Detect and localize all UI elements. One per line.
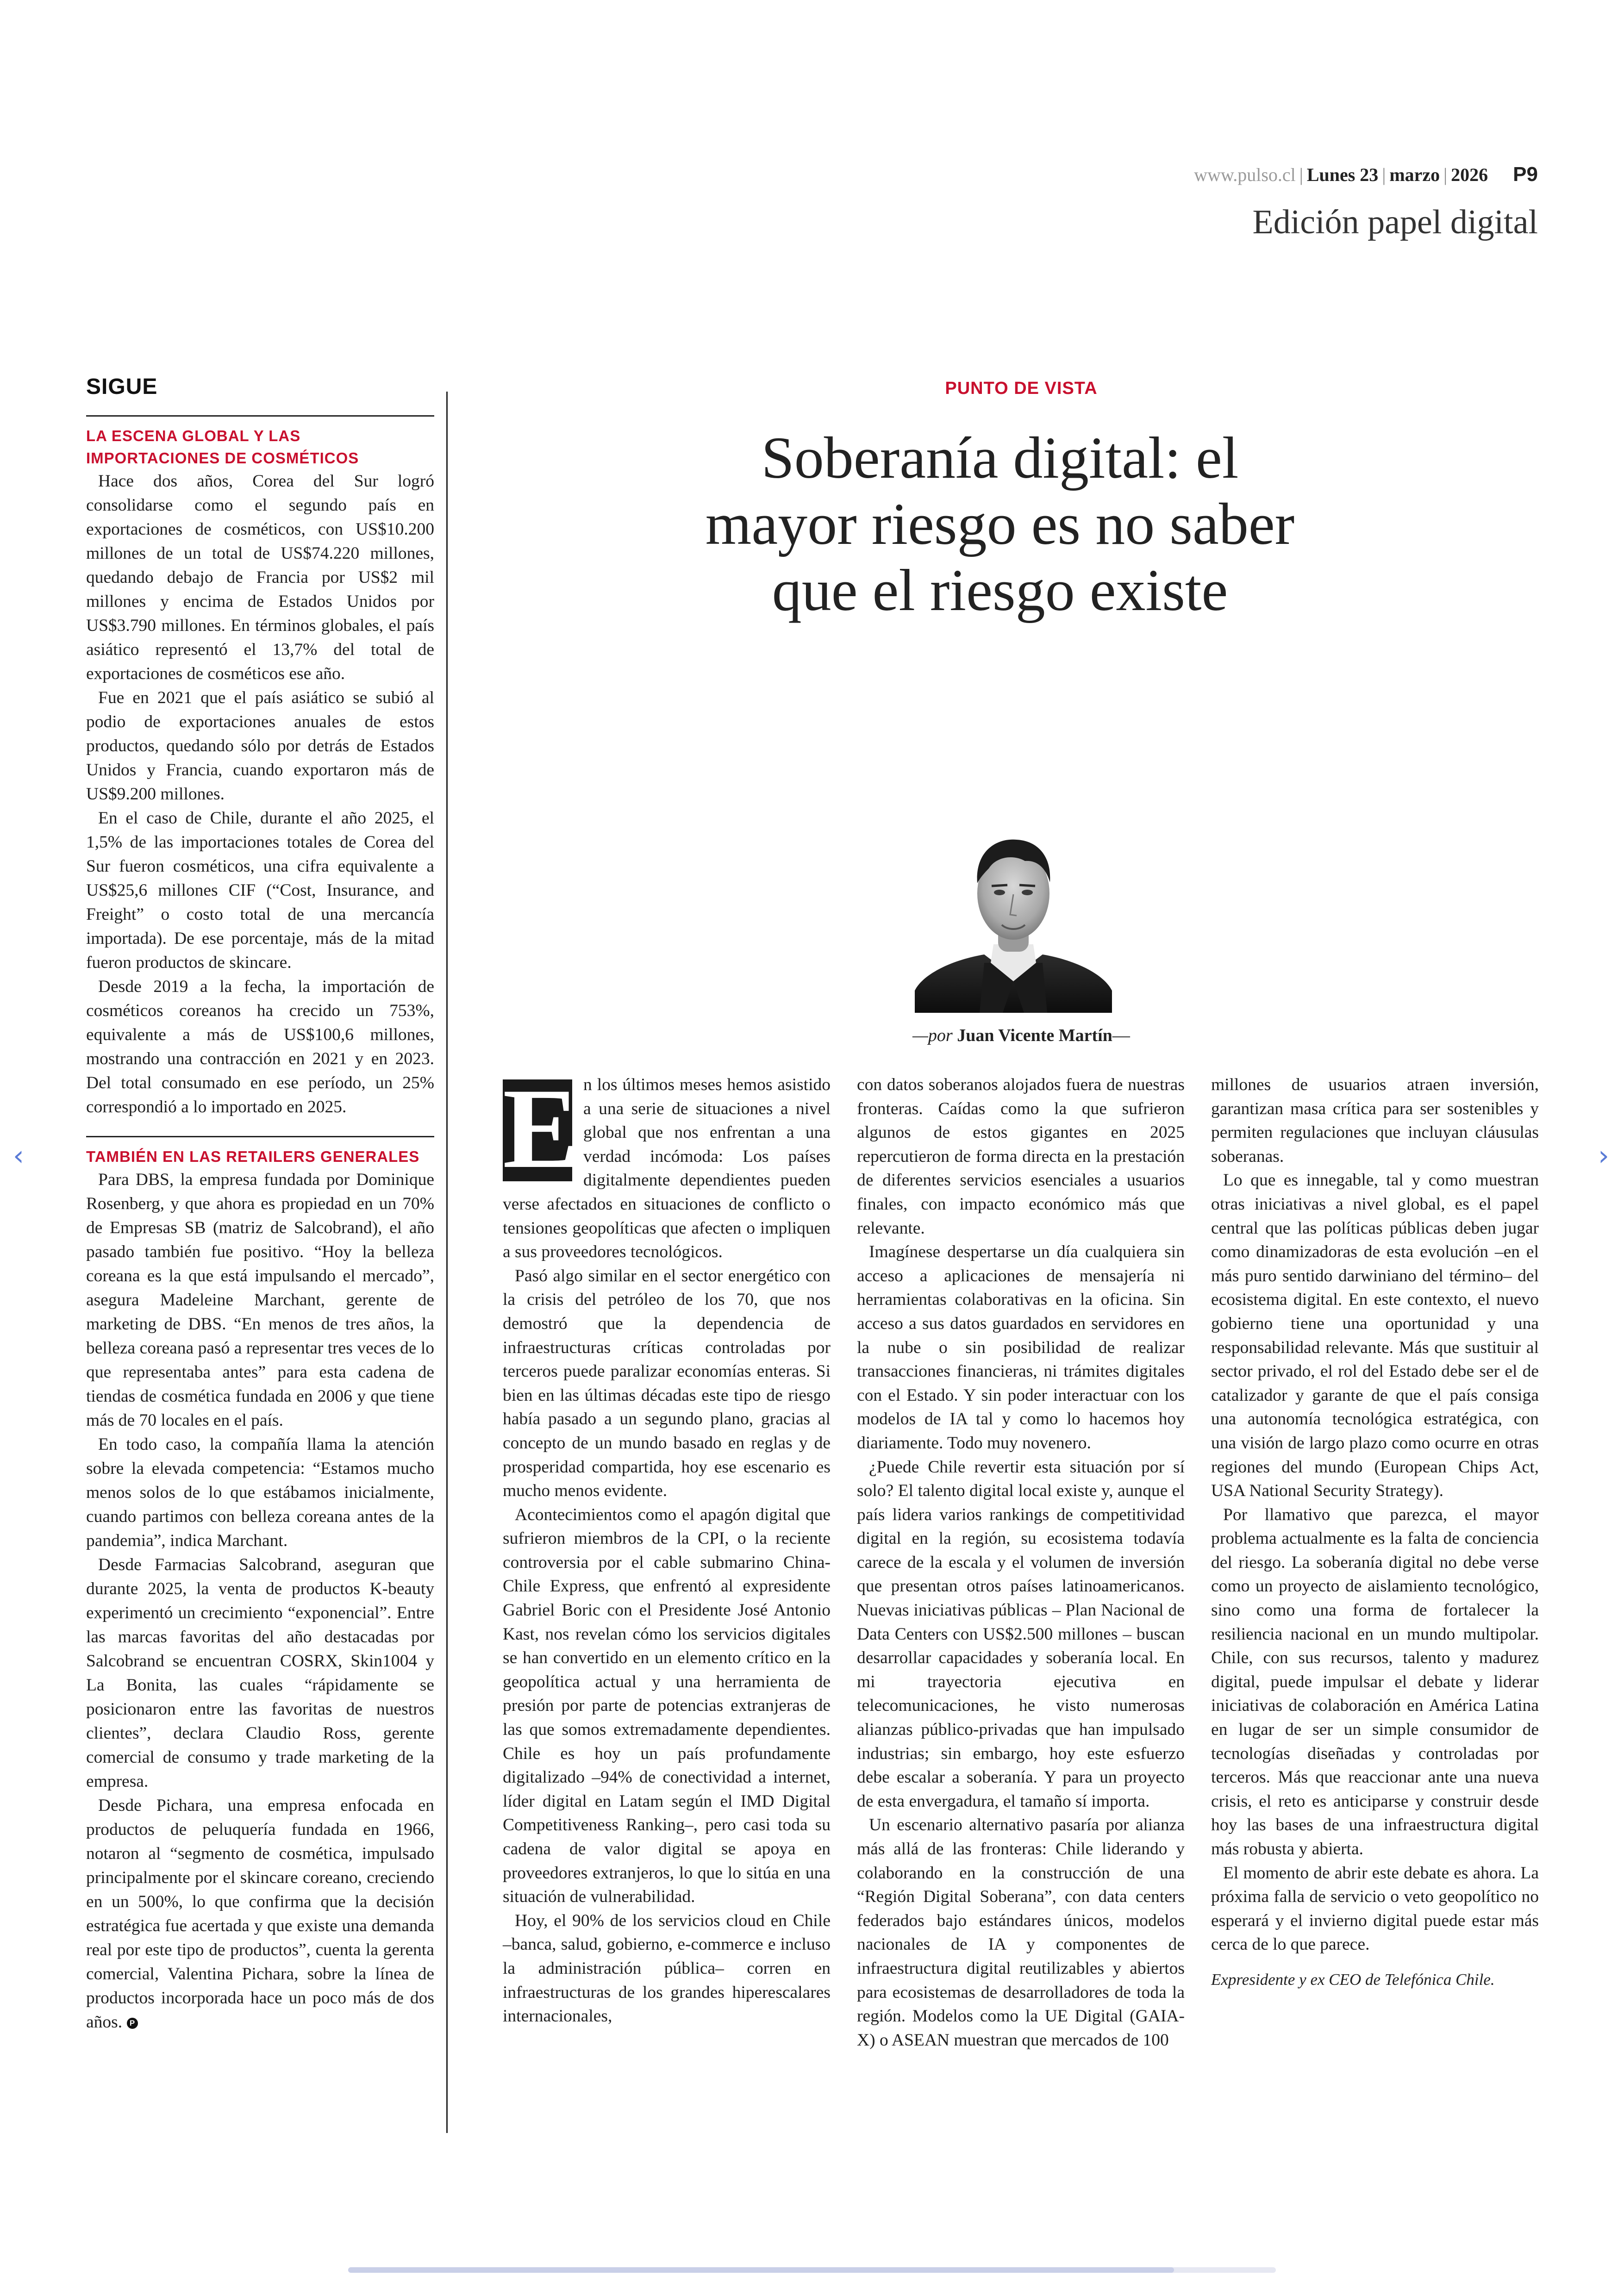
article-paragraph: Hoy, el 90% de los servicios cloud en Chile –banca, salud, gobierno, e-commerce e incluso la administración pública– corren en infraestructuras de los grandes hiperescalares internacionales, [503,1911,831,2026]
article-paragraph: Un escenario alternativo pasaría por alianza más allá de las fronteras: Chile liderando y colaborando en la construcción de una “Región Digital Soberana”, con data centers federados bajo estándares únicos, modelos nacionales de IA y componentes de infraestructura digital reutilizables y abiertos para ecosistemas de desarrolladores de toda la región. Modelos como la UE Digital (GAIA-X) o ASEAN muestran que mercados de 100 [857,1815,1185,2050]
date-day: Lunes 23 [1306,164,1379,185]
page-scrollbar-thumb[interactable] [348,2267,1174,2273]
article-paragraph: ¿Puede Chile revertir esta situación por sí solo? El talento digital local existe y, aunque el país lidera varios rankings de competitividad digital en la región, su ecosistema todavía carece de la escala y el volumen de inversión que presentan otros países latinoamericanos. Nuevas iniciativas públicas – Plan Nacional de Data Centers con US$2.500 millones – buscan desarrollar capacidades y soberanía local. En mi trayectoria ejecutiva en telecomunicaciones, he visto numerosas alianzas público-privadas que han impulsado industrias; sin embargo, hoy este esfuerzo debe escalar a soberanía. Y para un proyecto de esta envergadura, el tamaño sí importa. [857,1457,1185,1811]
article-column-2 [857,1073,1185,2052]
article-paragraph: Acontecimientos como el apagón digital que sufrieron miembros de la CPI, o la reciente controversia por el cable submarino China-Chile Express, que enfrentó al expresidente Gabriel Boric con el Presidente José Antonio Kast, nos revelan cómo los servicios digitales se han convertido en un elemento crítico en la geopolítica actual y una herramienta de presión por parte de potencias extranjeras de las que somos extremadamente dependientes. Chile es hoy un país profundamente digitalizado –94% de conectividad a internet, líder digital en Latam según el IMD Digital Competitiveness Ranking–, pero casi toda su cadena de valor digital se apoya en proveedores extranjeros, lo que lo sitúa en una situación de vulnerabilidad. [503,1505,831,1907]
article-kicker: PUNTO DE VISTA [945,379,1098,398]
date-year: 2026 [1451,164,1488,185]
author-name: Juan Vicente Martín [957,1026,1112,1045]
column-divider [446,392,448,2133]
chevron-right-icon: › [1598,1140,1609,1172]
article-headline: Soberanía digital: el mayor riesgo es no saber que el riesgo existe [705,425,1295,623]
sidebar-paragraph-last [86,1794,434,2034]
sidebar-heading: LA ESCENA GLOBAL Y LAS IMPORTACIONES DE COSMÉTICOS [86,427,359,467]
sidebar-column [86,374,434,2051]
sidebar-paragraph: En el caso de Chile, durante el año 2025, el 1,5% de las importaciones totales de Corea del Sur fueron cosméticos, una cifra equivalente a US$25,6 millones CIF (“Cost, Insurance, and Freight” o costo total de una mercancía importada). De ese porcentaje, más de la mitad fueron productos de skincare. [86,809,434,972]
author-portrait [915,824,1112,1013]
sidebar-paragraph-text: Desde Pichara, una empresa enfocada en productos de peluquería fundada en 1966, notaron al “segmento de cosmética, impulsado principalmente por el skincare coreano, creciendo en un 500%, lo que confirma que la decisión estratégica fue acertada y que existe una demanda real por este tipo de productos”, cuenta la gerenta comercial, Valentina Pichara, sobre la línea de productos incorporada hace un poco más de dos años. [86,1796,434,2032]
byline-prefix: —por [912,1026,953,1045]
article-paragraph: millones de usuarios atraen inversión, garantizan masa crítica para ser sostenibles y permiten regulaciones que incluyan cláusulas soberanas. [1211,1075,1539,1166]
article-paragraph: Lo que es innegable, tal y como muestran otras iniciativas a nivel global, es el papel central que las políticas públicas deben jugar como dinamizadoras de esta evolución –en el más puro sentido darwiniano del término– del ecosistema digital. En este contexto, el nuevo gobierno tiene una oportunidad y una responsabilidad relevante. Más que sustituir al sector privado, el rol del Estado debe ser el de catalizador y garante de que el país consiga una autonomía tecnológica estratégica, con una visión de largo plazo como ocurre en otras regiones del mundo (European Chips Act, USA National Security Strategy). [1211,1171,1539,1501]
divider: | [1443,164,1448,185]
sidebar-paragraph: Desde 2019 a la fecha, la importación de cosméticos coreanos ha crecido un 753%, equivalente a más de US$100,6 millones, mostrando una contracción en 2021 y en 2023. Del total consumado en ese período, un 25% correspondió a lo importado en 2025. [86,977,434,1116]
next-page-button[interactable] [1590,1135,1618,1177]
previous-page-button[interactable] [5,1135,32,1177]
article-paragraph: Por llamativo que parezca, el mayor problema actualmente es la falta de conciencia del riesgo. La soberanía digital no debe verse como un proyecto de aislamiento tecnológico, sino como una forma de fortalecer la resiliencia nacional en un mundo multipolar. Chile, con sus recursos, talento y madurez digital, puede impulsar el debate y liderar iniciativas de colaboración en América Latina en lugar de ser un simple consumidor de tecnologías diseñadas y controladas por terceros. Más que reaccionar ante una nueva crisis, el reto es anticiparse y construir desde hoy las bases de una infraestructura digital más robusta y abierta. [1211,1505,1539,1858]
article-paragraph: Pasó algo similar en el sector energético con la crisis del petróleo de los 70, que nos demostró que la dependencia de infraestructuras críticas controladas por terceros puede paralizar economías enteras. Si bien en las últimas décadas este tipo de riesgo había pasado a un segundo plano, gracias al concepto de un mundo basado en reglas y de prosperidad compartida, hoy ese escenario es mucho menos evidente. [503,1266,831,1501]
sidebar-paragraph: Desde Farmacias Salcobrand, aseguran que durante 2025, la venta de productos K-beauty experimentó un crecimiento “exponencial”. Entre las marcas favoritas del año destacadas por Salcobrand se encuentran COSRX, Skin1004 y La Bonita, las cuales “rápidamente se posicionaron entre las favoritas de nuestros clientes”, declara Claudio Ross, gerente comercial de consumo y trade marketing de la empresa. [86,1555,434,1791]
byline-suffix: — [1112,1026,1130,1045]
sidebar-paragraph: Hace dos años, Corea del Sur logró consolidarse como el segundo país en exportaciones de cosméticos, con US$10.200 millones de un total de US$74.220 millones, quedando debajo de Francia por US$2 mil millones y encima de Estados Unidos por US$3.790 millones. En términos globales, el país asiático representó el 13,7% del total de exportaciones de cosméticos ese año. [86,472,434,683]
end-of-story-icon: P [127,2018,138,2029]
sidebar-paragraph: Fue en 2021 que el país asiático se subió al podio de exportaciones anuales de estos productos, quedando sólo por detrás de Estados Unidos y Francia, cuando exportaron más de US$9.200 millones. [86,688,434,804]
byline [503,1025,1540,1046]
article-paragraph: Imagínese despertarse un día cualquiera sin acceso a aplicaciones de mensajería ni herramientas colaborativas en la oficina. Sin acceso a sus datos guardados en servidores en la nube o sin posibilidad de realizar transacciones financieras, ni trámites digitales con el Estado. Y sin poder interactuar con los modelos de IA tal y como lo hacemos hoy diariamente. Todo muy novenero. [857,1242,1185,1453]
sidebar-heading: TAMBIÉN EN LAS RETAILERS GENERALES [86,1148,420,1165]
sidebar-paragraph: Para DBS, la empresa fundada por Dominique Rosenberg, y que ahora es propiedad en un 70% de Empresas SB (matriz de Salcobrand), el año pasado también fue positivo. “Hoy la belleza coreana es la que está impulsando el mercado”, asegura Madeleine Marchant, gerente de marketing de DBS. “En menos de tres años, la belleza coreana pasó a representar tres veces de lo que representaba antes” para esta cadena de tiendas de cosmética fundada en 2006 y que tiene más de 70 locales en el país. [86,1170,434,1430]
sidebar-block [86,415,434,1119]
site-url[interactable]: www.pulso.cl [1194,164,1296,185]
divider: | [1382,164,1386,185]
edition-label: Edición papel digital [1252,203,1538,241]
date-month: marzo [1389,164,1440,185]
article-column-3 [1211,1073,1539,1991]
author-signoff: Expresidente y ex CEO de Telefónica Chile. [1211,1970,1495,1989]
article-column-1 [503,1065,831,2028]
sidebar-block [86,1136,434,2034]
article-paragraph: con datos soberanos alojados fuera de nuestras fronteras. Caídas como la que sufrieron algunos de estos gigantes en 2025 repercutieron de forma directa en la prestación de diferentes servicios esenciales a usuarios finales, con impacto económico más que relevante. [857,1075,1185,1238]
page-number: P9 [1513,163,1538,186]
sidebar-title: SIGUE [86,374,158,399]
article-paragraph: n los últimos meses hemos asistido a una serie de situaciones a nivel global que nos enfrentan a una verdad incómoda: Los países digitalmente dependientes pueden verse afectados en situaciones de conflicto o tensiones geopolíticas que afecten o impliquen a sus proveedores tecnológicos. [503,1075,831,1262]
masthead-dateline [1194,163,1538,186]
divider: | [1299,164,1303,185]
chevron-left-icon: ‹ [13,1140,24,1172]
sidebar-paragraph: En todo caso, la compañía llama la atención sobre la elevada competencia: “Estamos mucho menos solos de lo que estábamos inicialmente, cuando partimos con belleza coreana antes de la pandemia”, indica Marchant. [86,1435,434,1550]
drop-cap: E [503,1065,580,1192]
article-paragraph: El momento de abrir este debate es ahora. La próxima falla de servicio o veto geopolítico no esperará y el invierno digital puede estar más cerca de lo que parece. [1211,1863,1539,1954]
